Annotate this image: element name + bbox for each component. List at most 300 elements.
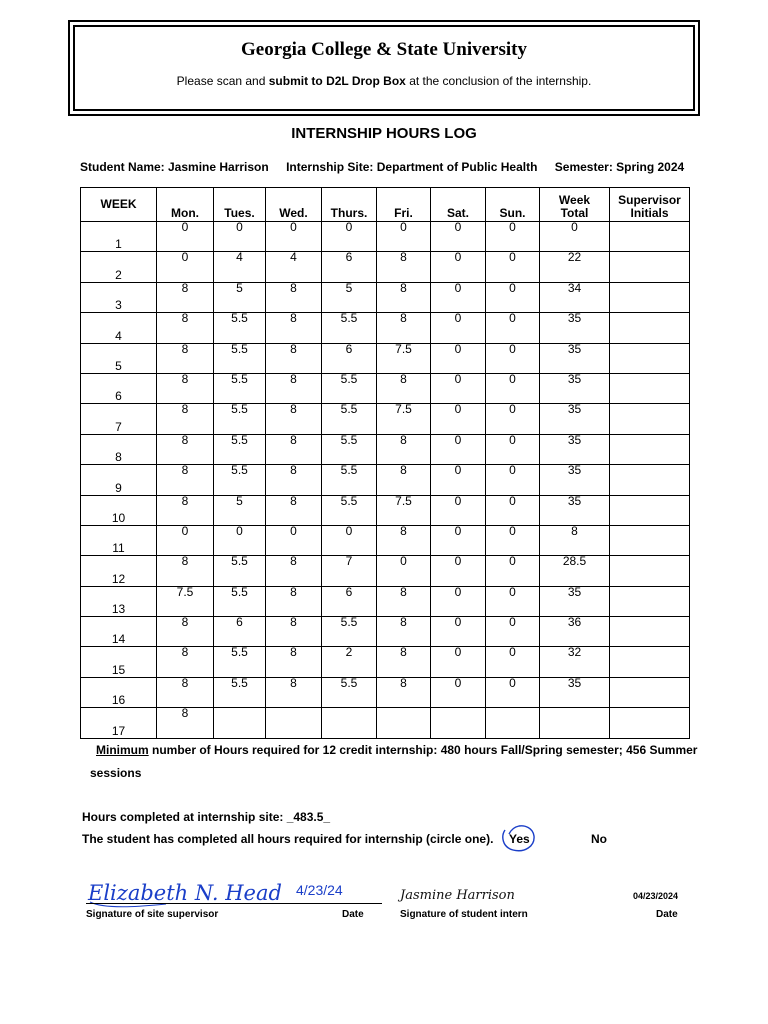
- cell-sun: [486, 404, 540, 434]
- cell-supervisor-initials: [610, 282, 690, 312]
- student-date: 04/23/2024: [633, 891, 679, 901]
- cell-sat: [431, 677, 486, 707]
- cell-thurs: [322, 617, 377, 647]
- cell-sun: [486, 525, 540, 555]
- cell-value: 35: [567, 584, 582, 599]
- cell-mon: [157, 404, 214, 434]
- cell-value: 8: [290, 341, 297, 356]
- cell-tues: [214, 677, 266, 707]
- week-number: 10: [81, 495, 157, 525]
- table-row: [81, 708, 690, 738]
- cell-tues: [214, 525, 266, 555]
- cell-mon: [157, 708, 214, 738]
- yes-option: Yes: [509, 832, 530, 846]
- cell-value: 5.5: [231, 402, 248, 417]
- table-row: [81, 282, 690, 312]
- cell-fri: [377, 434, 431, 464]
- table-row: [81, 556, 690, 586]
- cell-fri: [377, 373, 431, 403]
- cell-mon: [157, 465, 214, 495]
- cell-value: 28.5: [562, 554, 587, 569]
- completion-statement: The student has completed all hours required for internship (circle one).: [82, 832, 494, 846]
- cell-week-total: [540, 556, 610, 586]
- cell-tues: [214, 556, 266, 586]
- cell-value: 35: [567, 311, 582, 326]
- cell-value: 8: [400, 645, 407, 660]
- cell-mon: [157, 495, 214, 525]
- header-fri: Fri.: [377, 188, 431, 222]
- cell-mon: [157, 313, 214, 343]
- cell-value: 5.5: [231, 675, 248, 690]
- cell-sun: [486, 313, 540, 343]
- cell-value: 35: [567, 493, 582, 508]
- header-box: [68, 20, 700, 116]
- cell-tues: [214, 708, 266, 738]
- header-inner-border: [73, 25, 695, 111]
- cell-sat: [431, 373, 486, 403]
- cell-value: 5.5: [340, 432, 358, 447]
- cell-thurs: [322, 525, 377, 555]
- cell-value: 0: [181, 250, 189, 265]
- table-row: [81, 313, 690, 343]
- cell-fri: [377, 404, 431, 434]
- cell-wed: [266, 222, 322, 252]
- cell-value: 5.5: [340, 493, 358, 508]
- internship-site: Internship Site: Department of Public Health: [286, 160, 538, 174]
- cell-wed: [266, 556, 322, 586]
- cell-value: 8: [400, 675, 407, 690]
- cell-thurs: [322, 586, 377, 616]
- cell-wed: [266, 617, 322, 647]
- cell-supervisor-initials: [610, 708, 690, 738]
- cell-thurs: [322, 434, 377, 464]
- cell-value: 8: [181, 341, 189, 356]
- cell-week-total: [540, 313, 610, 343]
- cell-sun: [486, 647, 540, 677]
- week-number: 13: [81, 586, 157, 616]
- cell-value: 0: [454, 280, 462, 295]
- week-number: 3: [81, 282, 157, 312]
- cell-fri: [377, 343, 431, 373]
- week-number: 12: [81, 556, 157, 586]
- cell-value: 5.5: [231, 432, 248, 447]
- cell-supervisor-initials: [610, 252, 690, 282]
- cell-sat: [431, 708, 486, 738]
- cell-sat: [431, 404, 486, 434]
- week-number: 17: [81, 708, 157, 738]
- cell-value: 8: [181, 706, 189, 721]
- cell-thurs: [322, 222, 377, 252]
- table-row: [81, 677, 690, 707]
- cell-thurs: [322, 677, 377, 707]
- cell-value: 6: [345, 341, 353, 356]
- table-row: [81, 222, 690, 252]
- cell-value: 2: [345, 645, 353, 660]
- cell-thurs: [322, 495, 377, 525]
- cell-tues: [214, 343, 266, 373]
- header-thurs: Thurs.: [322, 188, 377, 222]
- supervisor-signature-text: Elizabeth N. Head: [88, 881, 282, 905]
- cell-week-total: [540, 465, 610, 495]
- yes-circle-mark: [499, 822, 537, 854]
- cell-sat: [431, 617, 486, 647]
- cell-value: 8: [400, 584, 407, 599]
- cell-tues: [214, 404, 266, 434]
- cell-value: 0: [181, 523, 189, 538]
- week-number: 9: [81, 465, 157, 495]
- cell-sun: [486, 434, 540, 464]
- cell-value: 7.5: [395, 341, 412, 356]
- student-signature: [398, 880, 515, 908]
- cell-sun: [486, 617, 540, 647]
- cell-value: 5.5: [340, 311, 358, 326]
- cell-value: 0: [236, 523, 243, 538]
- cell-wed: [266, 252, 322, 282]
- cell-fri: [377, 647, 431, 677]
- cell-value: 8: [181, 463, 189, 478]
- cell-sun: [486, 586, 540, 616]
- cell-value: 0: [454, 402, 462, 417]
- cell-value: 0: [454, 523, 462, 538]
- cell-fri: [377, 556, 431, 586]
- cell-thurs: [322, 343, 377, 373]
- cell-supervisor-initials: [610, 465, 690, 495]
- cell-value: 8: [181, 615, 189, 630]
- cell-value: 36: [567, 615, 582, 630]
- cell-week-total: [540, 708, 610, 738]
- cell-value: 0: [454, 615, 462, 630]
- cell-value: 6: [236, 615, 243, 630]
- cell-value: 8: [400, 371, 407, 386]
- cell-value: 0: [345, 523, 353, 538]
- cell-value: 8: [181, 675, 189, 690]
- table-row: [81, 647, 690, 677]
- cell-sat: [431, 222, 486, 252]
- header-wed: Wed.: [266, 188, 322, 222]
- log-title: INTERNSHIP HOURS LOG: [291, 125, 477, 142]
- cell-value: 34: [567, 280, 582, 295]
- cell-value: 4: [290, 250, 297, 265]
- instructions-text: Please scan and: [176, 74, 269, 88]
- cell-mon: [157, 282, 214, 312]
- cell-tues: [214, 647, 266, 677]
- minimum-text: number of Hours required for 12 credit internship: 480 hours Fall/Spring semester; 456 Summer: [148, 743, 698, 757]
- cell-value: 4: [236, 250, 243, 265]
- table-row: [81, 465, 690, 495]
- cell-value: 8: [290, 463, 297, 478]
- table-row: [81, 373, 690, 403]
- semester: Semester: Spring 2024: [554, 160, 685, 174]
- cell-supervisor-initials: [610, 222, 690, 252]
- cell-value: 0: [509, 220, 516, 234]
- no-option: No: [591, 832, 607, 846]
- cell-value: 5.5: [340, 371, 358, 386]
- cell-value: 0: [509, 645, 516, 660]
- header-tues: Tues.: [214, 188, 266, 222]
- cell-value: 5.5: [231, 554, 248, 569]
- cell-thurs: [322, 373, 377, 403]
- cell-tues: [214, 434, 266, 464]
- cell-value: 0: [454, 493, 462, 508]
- cell-value: 0: [290, 523, 297, 538]
- cell-fri: [377, 495, 431, 525]
- university-title: Georgia College & State University: [241, 39, 527, 60]
- cell-value: 0: [454, 463, 462, 478]
- cell-value: 5.5: [231, 584, 248, 599]
- cell-value: 7: [345, 554, 353, 569]
- cell-sun: [486, 222, 540, 252]
- cell-supervisor-initials: [610, 647, 690, 677]
- cell-value: 8: [181, 432, 189, 447]
- cell-value: 8: [290, 615, 297, 630]
- cell-fri: [377, 586, 431, 616]
- cell-value: 0: [345, 220, 353, 234]
- cell-supervisor-initials: [610, 313, 690, 343]
- cell-wed: [266, 343, 322, 373]
- minimum-hours-note-cont: sessions: [90, 766, 142, 780]
- cell-value: 0: [290, 220, 297, 234]
- cell-value: 8: [400, 523, 407, 538]
- cell-sat: [431, 556, 486, 586]
- week-number: 2: [81, 252, 157, 282]
- cell-mon: [157, 586, 214, 616]
- cell-value: 5.5: [340, 402, 358, 417]
- cell-sat: [431, 252, 486, 282]
- table-row: [81, 404, 690, 434]
- cell-sat: [431, 282, 486, 312]
- cell-value: 7.5: [395, 493, 412, 508]
- cell-week-total: [540, 282, 610, 312]
- cell-value: 0: [454, 584, 462, 599]
- table-row: [81, 617, 690, 647]
- cell-week-total: [540, 343, 610, 373]
- cell-thurs: [322, 282, 377, 312]
- cell-wed: [266, 586, 322, 616]
- cell-sun: [486, 556, 540, 586]
- cell-value: 8: [400, 615, 407, 630]
- cell-mon: [157, 252, 214, 282]
- cell-sun: [486, 465, 540, 495]
- cell-mon: [157, 373, 214, 403]
- week-number: 6: [81, 373, 157, 403]
- cell-thurs: [322, 404, 377, 434]
- supervisor-signature-label: Signature of site supervisor: [86, 909, 219, 920]
- cell-value: 8: [290, 493, 297, 508]
- cell-value: 8: [290, 584, 297, 599]
- cell-tues: [214, 373, 266, 403]
- cell-value: 0: [181, 220, 189, 234]
- cell-fri: [377, 465, 431, 495]
- cell-mon: [157, 343, 214, 373]
- supervisor-date: 4/23/24: [296, 882, 343, 898]
- cell-value: 35: [567, 402, 582, 417]
- cell-week-total: [540, 495, 610, 525]
- supervisor-date-label: Date: [342, 909, 364, 920]
- cell-value: 0: [454, 645, 462, 660]
- cell-value: 0: [454, 371, 462, 386]
- cell-value: 0: [509, 584, 516, 599]
- instructions-text-end: at the conclusion of the internship.: [405, 74, 592, 88]
- cell-fri: [377, 617, 431, 647]
- cell-value: 0: [454, 311, 462, 326]
- cell-thurs: [322, 708, 377, 738]
- cell-tues: [214, 252, 266, 282]
- cell-value: 0: [454, 432, 462, 447]
- cell-value: 0: [509, 675, 516, 690]
- cell-value: 5.5: [231, 311, 248, 326]
- cell-value: 0: [509, 311, 516, 326]
- hours-log-table: [80, 187, 690, 739]
- cell-value: 5.5: [231, 341, 248, 356]
- cell-sun: [486, 252, 540, 282]
- cell-value: 8: [290, 675, 297, 690]
- cell-thurs: [322, 556, 377, 586]
- cell-value: 8: [400, 250, 407, 265]
- cell-value: 5: [236, 493, 243, 508]
- student-date-label: Date: [656, 909, 678, 920]
- cell-value: 8: [400, 311, 407, 326]
- cell-fri: [377, 525, 431, 555]
- student-signature-text: Jasmine Harrison: [400, 888, 515, 903]
- cell-sun: [486, 495, 540, 525]
- cell-fri: [377, 708, 431, 738]
- table-row: [81, 434, 690, 464]
- cell-value: 5.5: [340, 675, 358, 690]
- cell-week-total: [540, 617, 610, 647]
- student-info: [80, 160, 684, 174]
- cell-value: 0: [509, 402, 516, 417]
- cell-value: 0: [454, 250, 462, 265]
- cell-fri: [377, 222, 431, 252]
- table-row: [81, 586, 690, 616]
- cell-fri: [377, 282, 431, 312]
- cell-sun: [486, 343, 540, 373]
- cell-value: 0: [509, 615, 516, 630]
- cell-week-total: [540, 647, 610, 677]
- cell-wed: [266, 404, 322, 434]
- header-sat: Sat.: [431, 188, 486, 222]
- cell-week-total: [540, 373, 610, 403]
- cell-week-total: [540, 677, 610, 707]
- cell-fri: [377, 252, 431, 282]
- cell-supervisor-initials: [610, 586, 690, 616]
- cell-wed: [266, 313, 322, 343]
- cell-sat: [431, 343, 486, 373]
- cell-value: 7.5: [395, 402, 412, 417]
- header-supervisor-initials: Supervisor Initials: [610, 188, 690, 222]
- cell-tues: [214, 465, 266, 495]
- cell-supervisor-initials: [610, 434, 690, 464]
- cell-supervisor-initials: [610, 556, 690, 586]
- cell-tues: [214, 495, 266, 525]
- cell-value: 8: [290, 402, 297, 417]
- cell-wed: [266, 495, 322, 525]
- cell-value: 8: [181, 554, 189, 569]
- cell-value: 7.5: [176, 584, 194, 599]
- header-sun: Sun.: [486, 188, 540, 222]
- cell-week-total: [540, 586, 610, 616]
- cell-supervisor-initials: [610, 343, 690, 373]
- cell-sat: [431, 525, 486, 555]
- cell-wed: [266, 677, 322, 707]
- table-row: [81, 252, 690, 282]
- cell-week-total: [540, 222, 610, 252]
- cell-value: 0: [509, 432, 516, 447]
- cell-value: 8: [290, 371, 297, 386]
- cell-value: 0: [400, 554, 407, 569]
- cell-mon: [157, 647, 214, 677]
- cell-mon: [157, 556, 214, 586]
- cell-value: 0: [509, 371, 516, 386]
- cell-sun: [486, 708, 540, 738]
- cell-value: 8: [290, 645, 297, 660]
- cell-supervisor-initials: [610, 617, 690, 647]
- cell-value: 0: [509, 493, 516, 508]
- week-number: 15: [81, 647, 157, 677]
- hours-completed: Hours completed at internship site: _483.5_: [82, 810, 331, 824]
- table-row: [81, 495, 690, 525]
- student-name: Student Name: Jasmine Harrison: [80, 160, 269, 174]
- table-body: [81, 222, 690, 739]
- cell-fri: [377, 313, 431, 343]
- table-row: [81, 343, 690, 373]
- cell-value: 8: [181, 493, 189, 508]
- cell-week-total: [540, 404, 610, 434]
- cell-value: 0: [509, 463, 516, 478]
- cell-tues: [214, 282, 266, 312]
- cell-sun: [486, 373, 540, 403]
- cell-sat: [431, 647, 486, 677]
- cell-value: 35: [567, 432, 582, 447]
- cell-value: 0: [509, 341, 516, 356]
- week-number: 8: [81, 434, 157, 464]
- cell-value: 8: [290, 280, 297, 295]
- cell-wed: [266, 647, 322, 677]
- week-number: 5: [81, 343, 157, 373]
- table-row: [81, 525, 690, 555]
- cell-sat: [431, 434, 486, 464]
- cell-tues: [214, 617, 266, 647]
- cell-value: 8: [290, 311, 297, 326]
- cell-value: 0: [236, 220, 243, 234]
- cell-mon: [157, 222, 214, 252]
- cell-value: 0: [400, 220, 407, 234]
- cell-sat: [431, 313, 486, 343]
- cell-value: 6: [345, 250, 353, 265]
- cell-value: 5.5: [231, 645, 248, 660]
- cell-value: 5: [345, 280, 353, 295]
- cell-week-total: [540, 434, 610, 464]
- cell-thurs: [322, 465, 377, 495]
- cell-tues: [214, 222, 266, 252]
- cell-value: 0: [571, 220, 578, 234]
- minimum-hours-note: [96, 743, 697, 757]
- cell-supervisor-initials: [610, 495, 690, 525]
- week-number: 7: [81, 404, 157, 434]
- cell-value: 0: [454, 341, 462, 356]
- cell-thurs: [322, 252, 377, 282]
- cell-wed: [266, 373, 322, 403]
- cell-mon: [157, 525, 214, 555]
- cell-value: 8: [181, 311, 189, 326]
- cell-wed: [266, 282, 322, 312]
- cell-value: 8: [290, 554, 297, 569]
- cell-value: 8: [181, 371, 189, 386]
- cell-value: 35: [567, 341, 582, 356]
- cell-value: 8: [181, 280, 189, 295]
- cell-fri: [377, 677, 431, 707]
- cell-value: 8: [181, 645, 189, 660]
